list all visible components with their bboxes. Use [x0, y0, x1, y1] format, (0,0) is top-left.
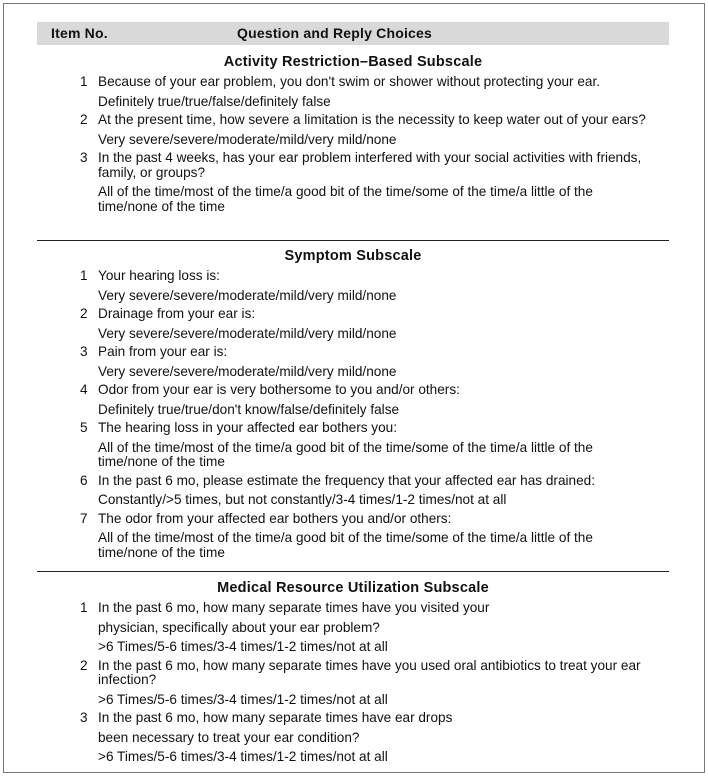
question-text: Odor from your ear is very bothersome to you and/or others:	[98, 382, 460, 397]
section-divider	[37, 571, 669, 572]
table-header	[37, 22, 669, 45]
section-title: Activity Restriction–Based Subscale	[223, 54, 483, 70]
question-number: 3	[80, 344, 88, 359]
question	[37, 659, 669, 688]
question-text: Your hearing loss is:	[98, 268, 220, 283]
reply-choices: Definitely true/true/don't know/false/definitely false	[98, 401, 400, 417]
question-number: 3	[80, 150, 88, 165]
question	[37, 75, 669, 90]
reply-choices: >6 Times/5-6 times/3-4 times/1-2 times/not at all	[98, 749, 388, 764]
question	[37, 512, 669, 527]
question-number: 3	[80, 710, 88, 725]
section-title: Medical Resource Utilization Subscale	[217, 580, 489, 596]
section-activity-restriction	[37, 53, 669, 214]
question-number: 5	[80, 420, 88, 435]
question	[37, 151, 669, 180]
question-number: 1	[80, 74, 88, 89]
question-text: The odor from your affected ear bothers you and/or others:	[98, 510, 452, 526]
reply-choices: Very severe/severe/moderate/mild/very mild/none	[98, 325, 397, 341]
question-number: 2	[80, 657, 88, 673]
question	[37, 113, 669, 128]
reply-choices: All of the time/most of the time/a good bit of the time/some of the time/a little of the time/none of the time	[98, 184, 593, 214]
question	[37, 383, 669, 398]
header-question: Question and Reply Choices	[237, 25, 433, 41]
question-text: In the past 6 mo, how many separate times have you used oral antibiotics to treat your ear infection?	[98, 657, 641, 687]
reply-choices: Very severe/severe/moderate/mild/very mild/none	[98, 363, 397, 379]
section-divider	[37, 240, 669, 241]
question-number: 4	[80, 382, 88, 397]
question-number: 2	[80, 306, 88, 321]
section-title: Symptom Subscale	[284, 248, 422, 264]
question-text: Drainage from your ear is:	[98, 306, 256, 321]
question	[37, 345, 669, 360]
question	[37, 601, 669, 616]
reply-choices: Constantly/>5 times, but not constantly/3-4 times/1-2 times/not at all	[98, 492, 507, 507]
reply-choices: Very severe/severe/moderate/mild/very mild/none	[98, 287, 397, 303]
question-number: 2	[80, 112, 88, 127]
reply-choices: All of the time/most of the time/a good bit of the time/some of the time/a little of the time/none of the time	[98, 439, 593, 469]
question-number: 1	[80, 268, 88, 283]
question-text: In the past 4 weeks, has your ear problem interfered with your social activities with friends, family, or groups?	[98, 150, 642, 180]
reply-choices: All of the time/most of the time/a good bit of the time/some of the time/a little of the time/none of the time	[98, 530, 593, 560]
reply-choices: Very severe/severe/moderate/mild/very mild/none	[98, 131, 397, 147]
reply-choices: >6 Times/5-6 times/3-4 times/1-2 times/not at all	[98, 639, 388, 654]
question-text: In the past 6 mo, please estimate the frequency that your affected ear has drained:	[98, 472, 595, 488]
question-text: In the past 6 mo, how many separate times have ear drops	[98, 710, 453, 725]
reply-choices: Definitely true/true/false/definitely false	[98, 93, 331, 109]
header-item-no: Item No.	[51, 25, 108, 41]
question-number: 6	[80, 472, 88, 488]
question-text-continued: physician, specifically about your ear problem?	[98, 619, 380, 635]
question	[37, 269, 669, 284]
reply-choices: >6 Times/5-6 times/3-4 times/1-2 times/not at all	[98, 691, 388, 707]
question-text: In the past 6 mo, how many separate times have you visited your	[98, 600, 490, 615]
question-number: 7	[80, 510, 88, 526]
question	[37, 307, 669, 322]
question-text: Because of your ear problem, you don't swim or shower without protecting your ear.	[98, 74, 601, 89]
section-symptom	[37, 247, 669, 560]
question-text-continued: been necessary to treat your ear condition?	[98, 729, 360, 745]
section-medical-resource	[37, 579, 669, 765]
question-number: 1	[80, 600, 88, 615]
question-text: At the present time, how severe a limitation is the necessity to keep water out of your ears?	[98, 112, 646, 127]
question	[37, 421, 669, 436]
question-text: Pain from your ear is:	[98, 344, 228, 359]
question	[37, 711, 669, 726]
question-text: The hearing loss in your affected ear bothers you:	[98, 420, 397, 435]
question	[37, 474, 669, 489]
